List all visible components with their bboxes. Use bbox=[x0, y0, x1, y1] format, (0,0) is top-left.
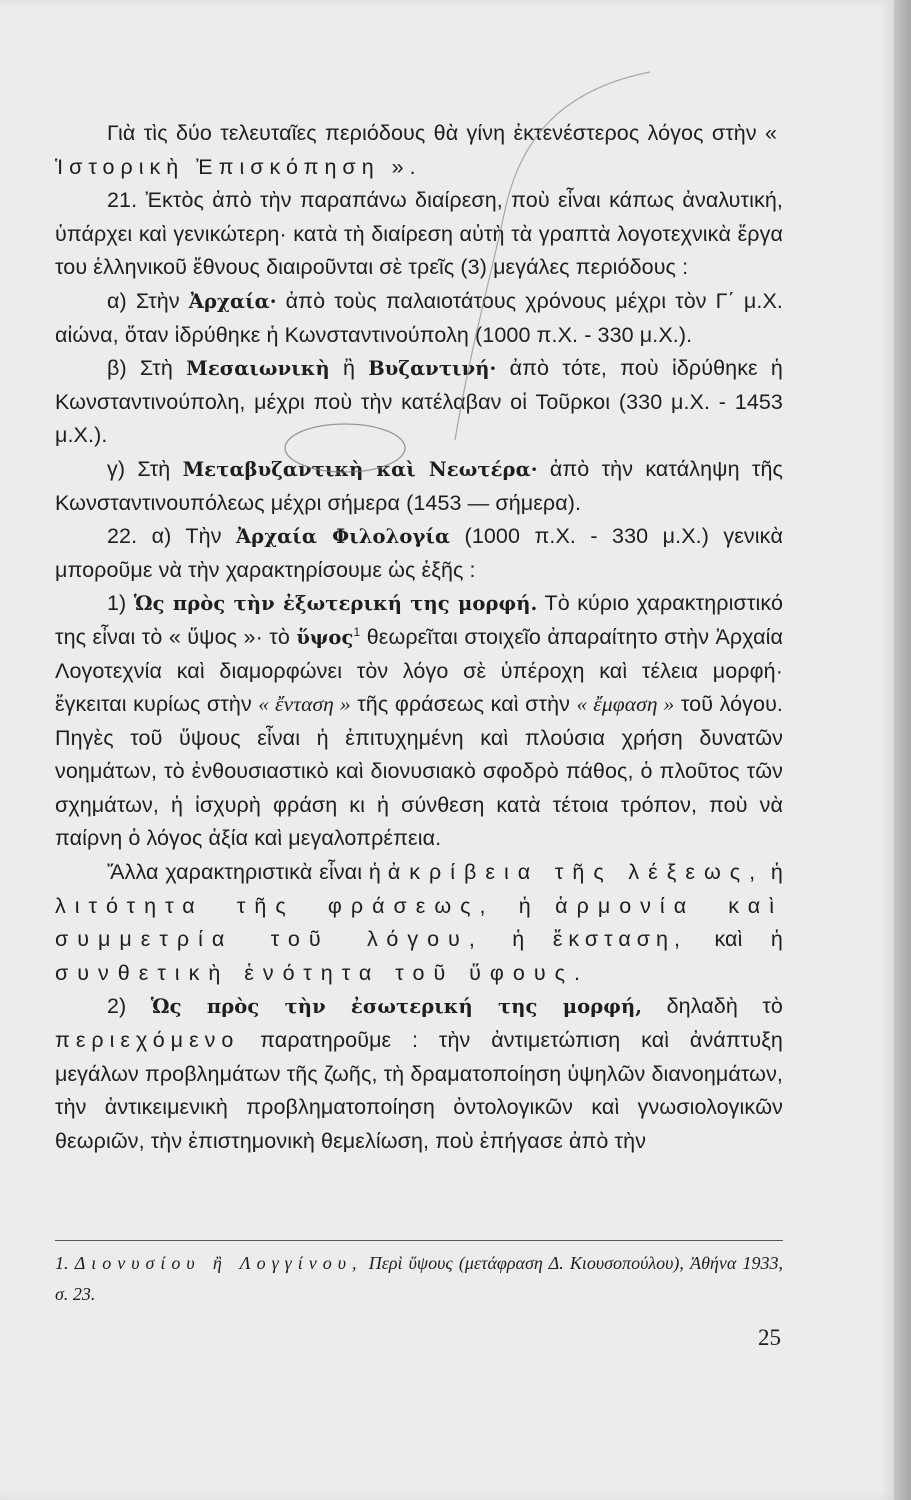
paragraph-22 bbox=[55, 520, 783, 587]
synthetiki-term: συνθετικὴ ἑνότητα τοῦ ὕφους. bbox=[55, 960, 589, 985]
footnote-title: Περὶ ὕψους (μετάφραση Δ. Κιουσοπούλου), Ἀθήνα 1933, σ. 23. bbox=[55, 1253, 784, 1304]
other-text-b: ἡ bbox=[764, 860, 783, 885]
period-byzantine-text: ἀπὸ τότε, ποὺ ἱδρύθηκε ἡ Κωνσταντινούπολη, μέχρι ποὺ τὴν κατέλαβαν οἱ Τοῦρκοι (330 μ.Χ. - 1453 μ.Χ.). bbox=[55, 356, 783, 448]
emfasi-term: « ἔμφαση » bbox=[576, 692, 675, 717]
other-text-a: Ἄλλα χαρακτηριστικὰ εἶναι ἡ bbox=[107, 860, 388, 885]
intro-paragraph bbox=[55, 117, 783, 184]
periexomeno-term: περιεχόμενο bbox=[55, 1028, 240, 1053]
footnote-number: 1. bbox=[55, 1253, 69, 1273]
footnote-rule bbox=[55, 1240, 783, 1241]
period-modern-label: γ) Στὴ bbox=[107, 456, 183, 481]
footnote-author: Διονυσίου ἢ Λογγίνου, bbox=[74, 1253, 363, 1273]
period-modern bbox=[55, 453, 783, 520]
section-1-text-b: θεωρεῖται στοιχεῖο ἀπαραίτητο στὴν Ἀρχαία Λογοτεχνία καὶ διαμορφώνει τὸν λόγο σὲ ὑπέροχη καὶ τέλεια μορφή· ἔγκειται κυρίως στὴν bbox=[55, 624, 784, 717]
period-byzantine-or: ἢ bbox=[329, 356, 369, 381]
page-edge bbox=[894, 0, 911, 1500]
period-modern-heading: Μεταβυζαντικὴ καὶ Νεωτέρα· bbox=[182, 457, 538, 481]
akriveia-term: ἀκρίβεια τῆς λέξεως, bbox=[387, 860, 765, 885]
period-byzantine-label: β) Στὴ bbox=[107, 356, 187, 381]
section-2-label: 2) bbox=[107, 994, 151, 1019]
ekstasi-term: ἔκσταση, bbox=[552, 927, 686, 952]
intro-text: Γιὰ τὶς δύο τελευταῖες περιόδους θὰ γίνη ἐκτενέστερος λόγος στὴν bbox=[107, 121, 757, 145]
period-ancient-heading: Ἀρχαία· bbox=[188, 289, 277, 313]
section-2-text-a: δηλαδὴ τὸ bbox=[642, 994, 783, 1019]
paragraph-22-label: 22. α) Τὴν bbox=[107, 524, 236, 549]
section-1-heading: Ὡς πρὸς τὴν ἐξωτερική της μορφή. bbox=[133, 592, 538, 616]
page-number: 25 bbox=[758, 1325, 781, 1350]
entasi-term: « ἔνταση » bbox=[258, 692, 351, 717]
section-1-text-c: τῆς φράσεως καὶ στὴν bbox=[350, 692, 577, 717]
section-internal-form bbox=[55, 990, 783, 1158]
period-ancient bbox=[55, 285, 783, 352]
intro-quote: « Ἱστορικὴ Ἐπισκόπηση ». bbox=[55, 121, 783, 179]
period-ancient-text: ἀπὸ τοὺς παλαιοτάτους χρόνους μέχρι τὸν Γ΄ μ.Χ. αἰώνα, ὅταν ἱδρύθηκε ἡ Κωνσταντινούπολη (1000 π.Χ. - 330 μ.Χ.). bbox=[55, 288, 783, 347]
section-1-text-d: τοῦ λόγου. Πηγὲς τοῦ ὕψους εἶναι ἡ ἐπιτυχημένη καὶ πλούσια χρήση δυνατῶν νοημάτων, τὸ ἐνθουσιαστικὸ καὶ διονυσιακὸ σφοδρὸ πάθος, ὁ πλοῦτος τῶν σχημάτων, ἡ ἰσχυρὴ φράση κι ἡ σύνθεση κατὰ τέτοια τρόπον, ποὺ νὰ παίρνη ὁ λόγος ἀξία καὶ μεγαλοπρέπεια. bbox=[55, 692, 783, 851]
period-modern-text: ἀπὸ τὴν κατάληψη τῆς Κωνσταντινουπόλεως μέχρι σήμερα (1453 — σήμερα). bbox=[55, 456, 783, 515]
period-ancient-label: α) Στὴν bbox=[107, 288, 189, 313]
paragraph-22-text: (1000 π.Χ. - 330 μ.Χ.) γενικὰ μποροῦμε νὰ τὴν χαρακτηρίσουμε ὡς ἑξῆς : bbox=[55, 524, 784, 582]
other-text-d: ἡ bbox=[483, 927, 553, 952]
period-byzantine-heading-1: Μεσαιωνικὴ bbox=[186, 357, 330, 381]
paragraph-21: 21. Ἐκτὸς ἀπὸ τὴν παραπάνω διαίρεση, ποὺ εἶναι κάπως ἀναλυτική, ὑπάρχει καὶ γενικώτερη· κατὰ τὴ διαίρεση αὐτὴ τὰ γραπτὰ λογοτεχνικὰ ἔργα του ἑλληνικοῦ ἔθνους διαιροῦνται σὲ τρεῖς (3) μεγάλες περιόδους : bbox=[55, 188, 783, 280]
other-text-c: ἡ bbox=[494, 893, 556, 918]
section-1-text-a: Τὸ κύριο χαρακτηριστικό της εἶναι τὸ « ὕψος »· τὸ bbox=[55, 591, 783, 649]
other-text-e: καὶ ἡ bbox=[685, 927, 783, 952]
section-2-text-b: παρατηροῦμε : τὴν ἀντιμετώπιση καὶ ἀνάπτυξη μεγάλων προβλημάτων τῆς ζωῆς, τὴ δραματοποίηση ὑψηλῶν διανοημάτων, τὴν ἀντικειμενικὴ προβληματοποίηση ὀντολογικῶν καὶ γνωσιολογικῶν θεωριῶν, τὴν ἐπιστημονικὴ θεμελίωση, ποὺ ἐπήγασε ἀπὸ τὴν bbox=[55, 1028, 783, 1153]
hupsos-term: ὕψος bbox=[296, 625, 354, 649]
period-byzantine bbox=[55, 352, 783, 453]
armonia-term: ἁρμονία καὶ συμμετρία τοῦ λόγου, bbox=[55, 893, 783, 952]
footnote-ref: 1 bbox=[353, 624, 361, 639]
page-body bbox=[55, 117, 783, 1158]
paragraph-22-heading: Ἀρχαία Φιλολογία bbox=[235, 525, 451, 549]
section-1-label: 1) bbox=[107, 591, 134, 616]
section-2-heading: Ὡς πρὸς τὴν ἐσωτερική της μορφή, bbox=[150, 995, 643, 1019]
litotita-term: λιτότητα τῆς φράσεως, bbox=[55, 893, 495, 918]
section-external-form bbox=[55, 587, 783, 856]
period-byzantine-heading-2: Βυζαντινή· bbox=[368, 357, 497, 381]
other-characteristics bbox=[55, 856, 783, 990]
footnote bbox=[55, 1248, 783, 1310]
